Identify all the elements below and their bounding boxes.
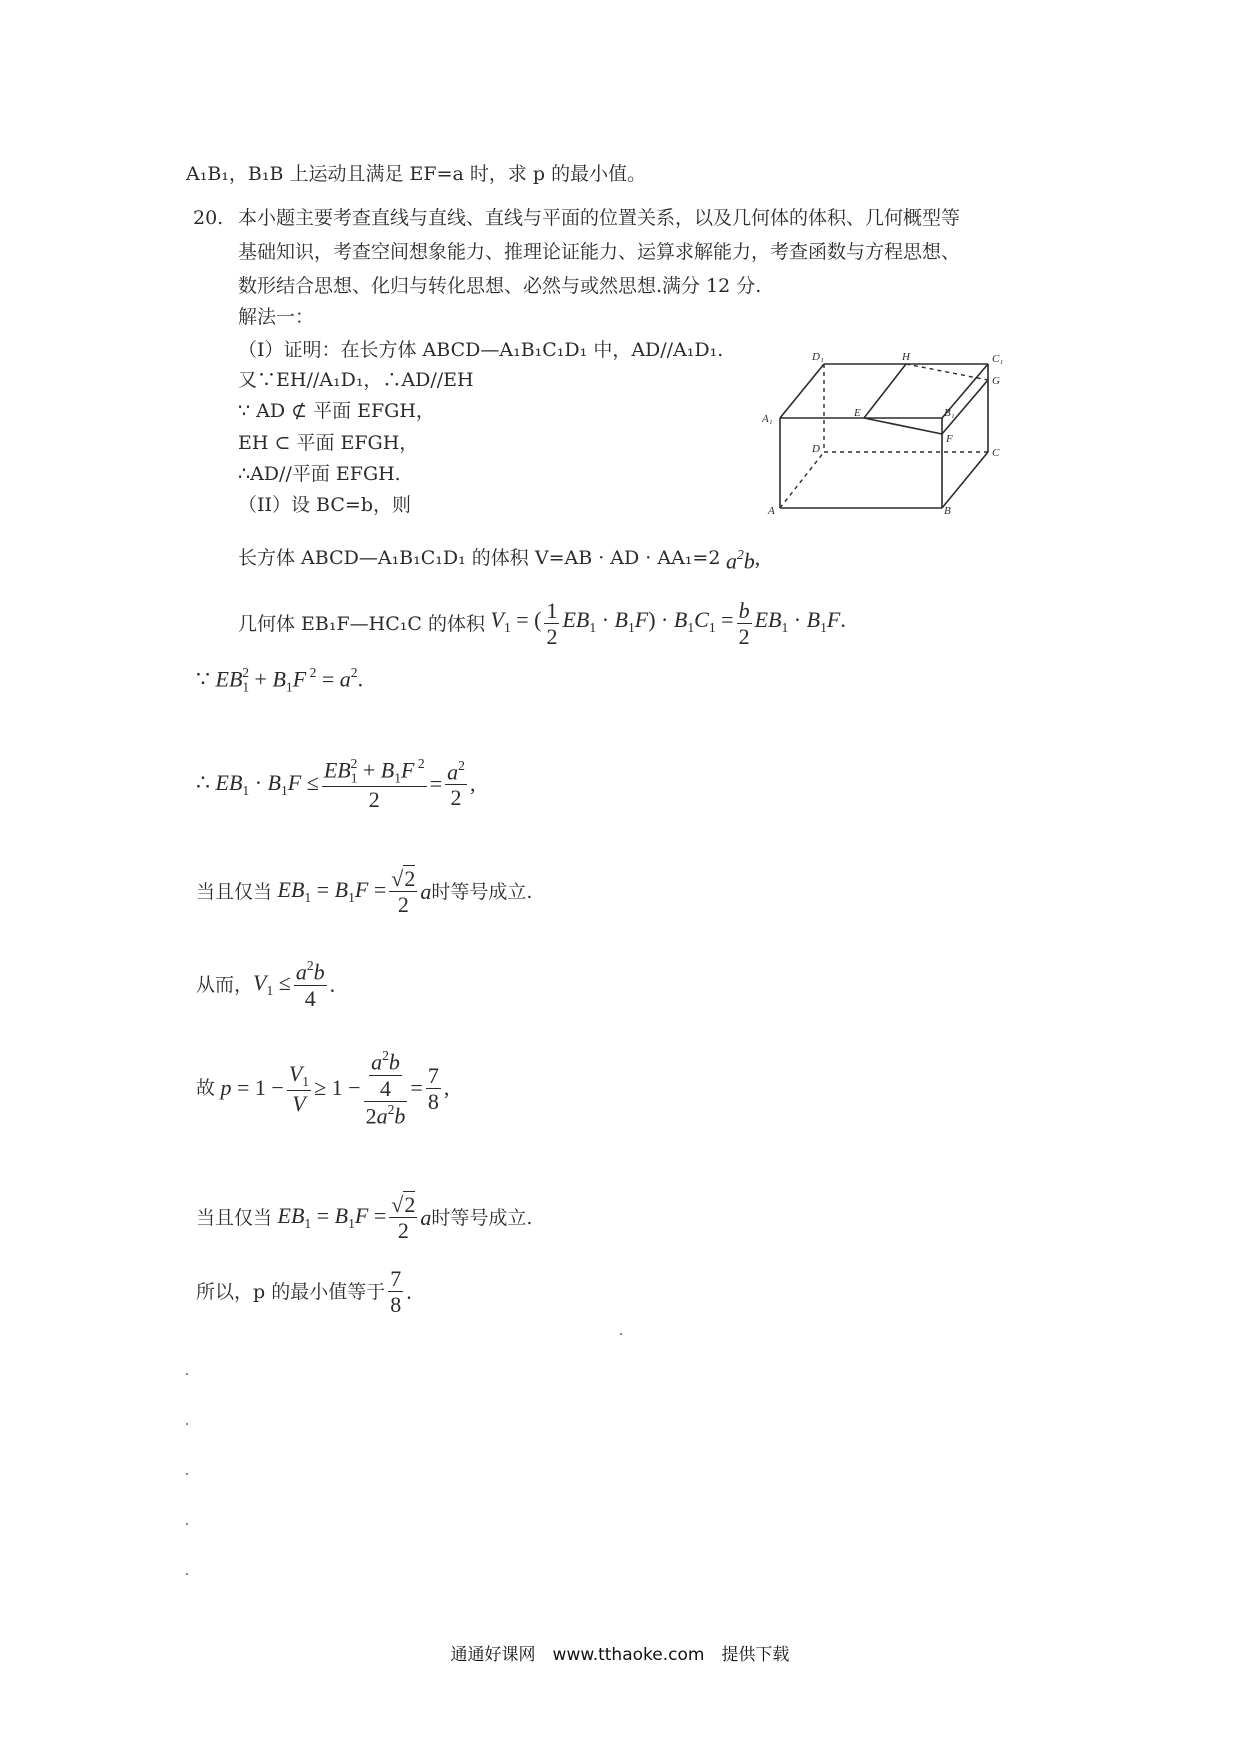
v1-bound: 从而， $V_1$ ≤ $\frac{a^2b}{4}$ . [196, 958, 336, 1011]
edge-e-f [864, 418, 942, 434]
label-d1: D₁ [812, 351, 824, 363]
problem-number: 20. [193, 207, 224, 229]
edge-b-c [942, 452, 988, 508]
label-b1: B₁ [944, 407, 955, 419]
scan-dot [186, 1573, 188, 1575]
hidden-edge-a-d [780, 452, 824, 508]
conclusion: 所以，p 的最小值等于 $\frac{7}{8}$ . [196, 1266, 412, 1318]
intro-line-2: 基础知识，考查空间想象能力、推理论证能力、运算求解能力，考查函数与方程思想、 [238, 241, 961, 263]
part1-line-5: ∴AD//平面 EFGH. [238, 463, 401, 485]
intro-line-3: 数形结合思想、化归与转化思想、必然与或然思想.满分 12 分. [238, 275, 762, 297]
label-c: C [992, 447, 1000, 459]
label-a: A [768, 505, 775, 517]
sum-of-squares: ∵ $EB_1^2 + B_1F$ $^2 = a^2$. [196, 665, 364, 695]
equality-condition-1: 当且仅当 $EB_1 = B_1F$ = $\frac{√2}{2}$ a 时等号成立. [196, 866, 533, 918]
inequality-line: ∴ $EB_1 \cdot B_1F$ ≤ $\frac{EB_1^2 + B_1F ^2}{2}$ = $\frac{a^2}{2}$ , [196, 756, 476, 812]
solid-volume-line: 几何体 EB₁F—HC₁C 的体积 $V_1$ = ( $\frac{1}{2}$ $EB_1 \cdot B_1F) \cdot B_1C_1$ = $\frac{b}{2}$ $EB_1 \cdot B_1F$. [238, 598, 846, 650]
equality-condition-2: 当且仅当 $EB_1 = B_1F$ = $\frac{√2}{2}$ a 时等号成立. [196, 1192, 533, 1244]
label-g: G [992, 375, 1000, 387]
scan-dot [186, 1523, 188, 1525]
cuboid-volume-line: 长方体 ABCD—A₁B₁C₁D₁ 的体积 V=AB · AD · AA₁=2 $a^2b$ , [238, 545, 761, 574]
page-footer: 通通好课网 www.tthaoke.com 提供下载 [450, 1645, 790, 1665]
continuation-line: A₁B₁，B₁B 上运动且满足 EF=a 时，求 p 的最小值。 [186, 163, 647, 185]
scan-dot [186, 1423, 188, 1425]
edge-a1-d1 [780, 364, 824, 418]
p-bound: 故 p = 1 − $\frac{V_1}{V}$ ≥ 1 − $\frac{\frac{a^2b}{4}}{2a^2b}$ = $\frac{7}{8}$ , [196, 1048, 450, 1129]
label-h: H [902, 351, 910, 363]
cuboid-figure [756, 340, 1026, 520]
intro-line-1: 本小题主要考查直线与直线、直线与平面的位置关系，以及几何体的体积、几何概型等 [238, 207, 961, 229]
method-label: 解法一： [238, 306, 315, 328]
scan-dot [186, 1473, 188, 1475]
scan-dot [620, 1333, 622, 1335]
part1-line-2: 又∵EH//A₁D₁，∴AD//EH [238, 369, 474, 391]
label-a1: A₁ [762, 413, 773, 425]
label-c1: C₁ [992, 353, 1004, 365]
label-f: F [946, 433, 953, 445]
label-b: B [944, 505, 951, 517]
scan-dot [186, 1373, 188, 1375]
label-e: E [854, 407, 861, 419]
part2-intro: （II）设 BC=b，则 [238, 494, 411, 516]
edge-e-h [864, 364, 906, 418]
part1-line-1: （I）证明：在长方体 ABCD—A₁B₁C₁D₁ 中，AD//A₁D₁. [238, 339, 724, 361]
part1-line-4: EH ⊂ 平面 EFGH， [238, 432, 419, 454]
part1-line-3: ∵ AD ⊄ 平面 EFGH， [238, 400, 435, 422]
label-d: D [812, 443, 820, 455]
